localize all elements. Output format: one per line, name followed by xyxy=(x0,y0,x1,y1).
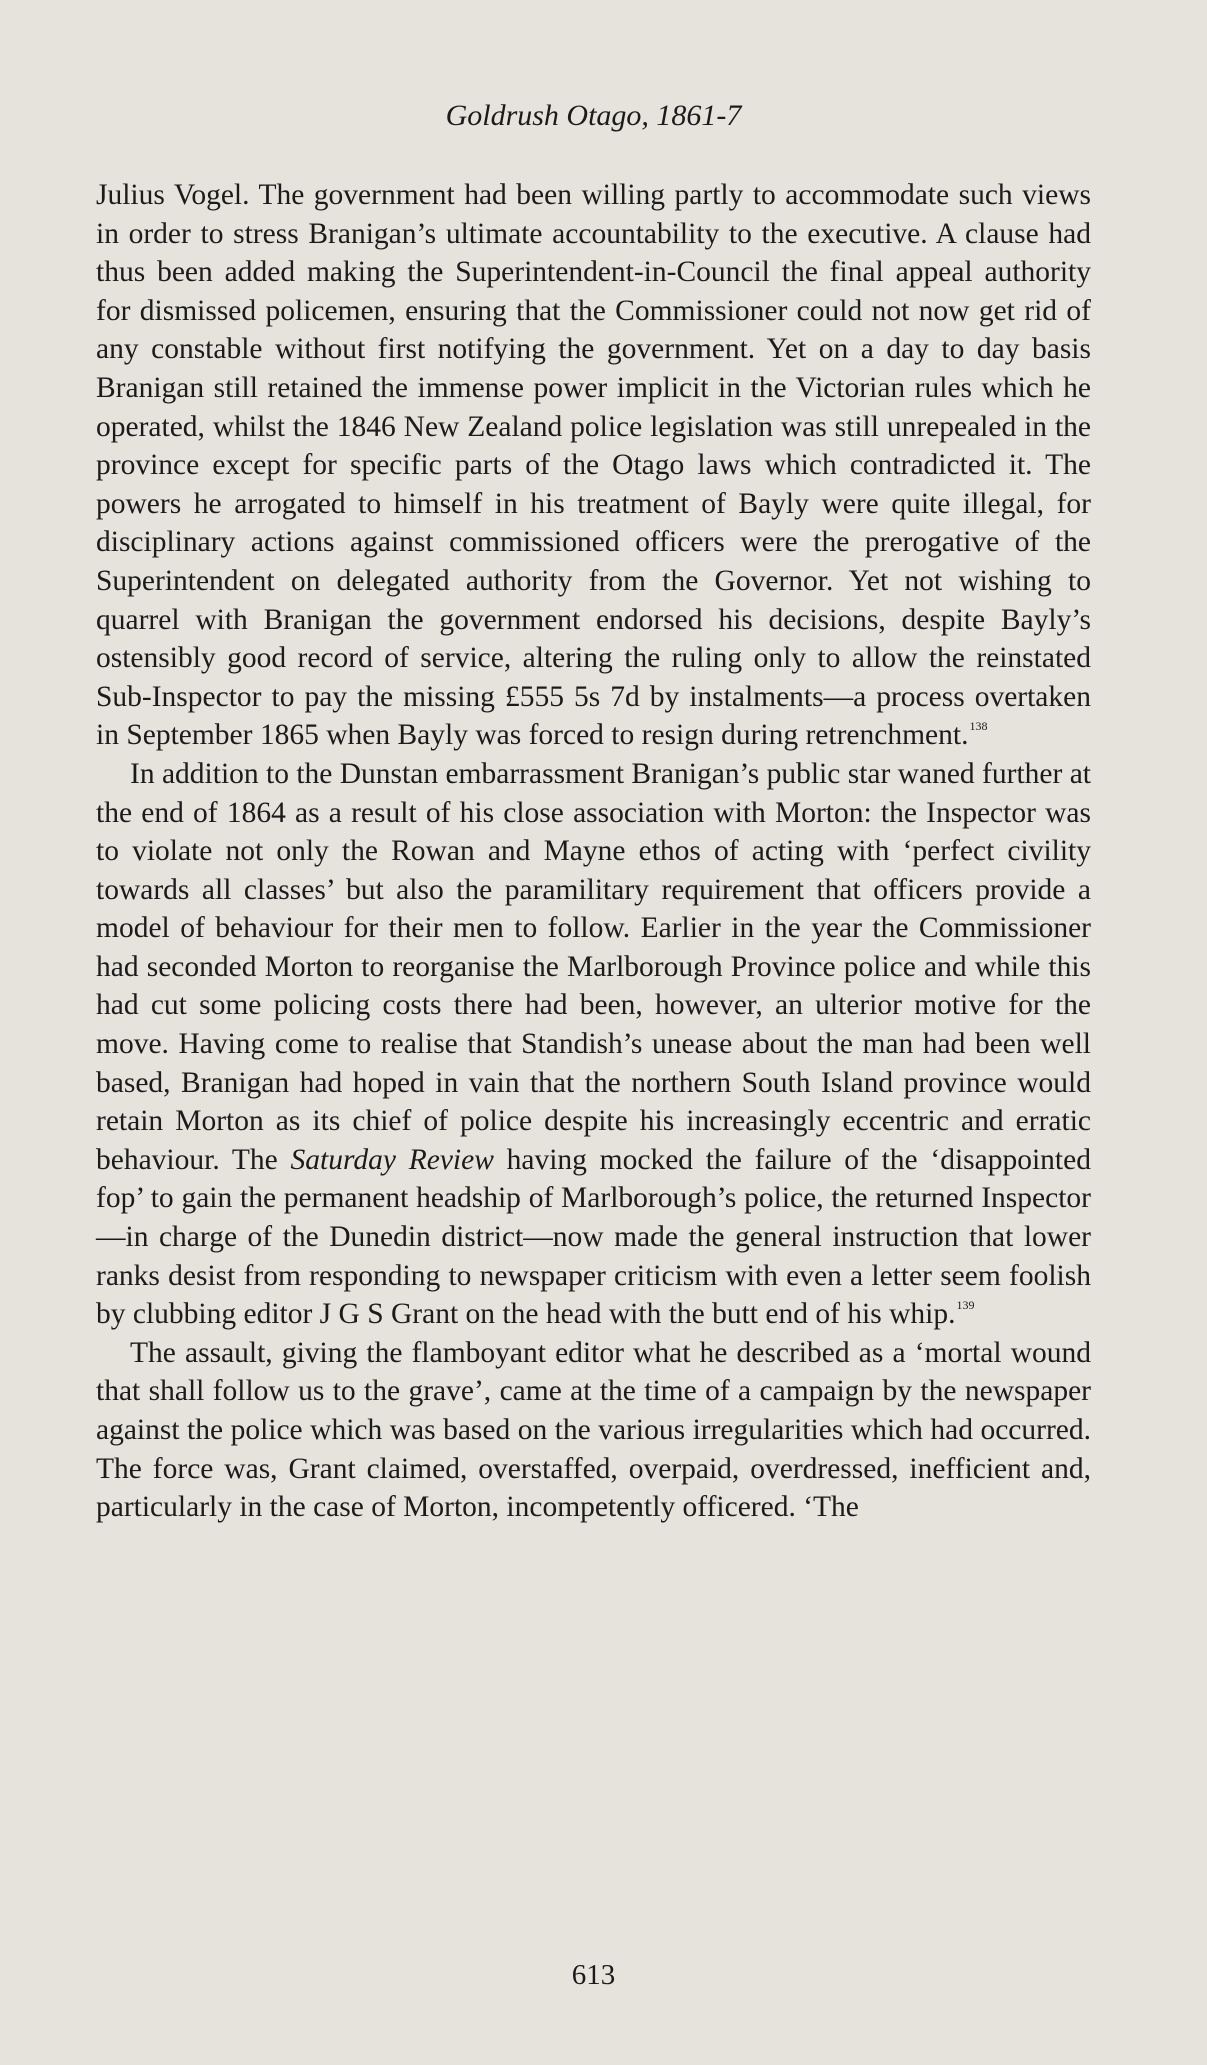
paragraph xyxy=(96,755,1091,1334)
paragraph-text: having mocked the failure of the ‘disappointed fop’ to gain the permanent headship of Marlborough’s police, the returned Inspector—in charge of the Dunedin district—now made the general instruction that lower ranks desist from responding to newspaper criticism with even a letter seem foolish by clubbing editor J G S Grant on the head with the butt end of his whip. xyxy=(96,1143,1091,1331)
paragraph xyxy=(96,1334,1091,1527)
footnote-reference: 139 xyxy=(956,1298,975,1313)
body-text xyxy=(96,176,1091,1527)
paragraph xyxy=(96,176,1091,755)
running-head: Goldrush Otago, 1861-7 xyxy=(445,99,742,132)
paragraph-text: The assault, giving the flamboyant editor what he described as a ‘mortal wound that shall follow us to the grave’, came at the time of a campaign by the newspaper against the police which was based on the various irregularities which had occurred. The force was, Grant claimed, overstaffed, overpaid, overdressed, inefficient and, particularly in the case of Morton, incompetently officered. ‘The xyxy=(96,1336,1091,1524)
book-page xyxy=(96,0,1091,2065)
paragraph-text: Julius Vogel. The government had been willing partly to accommodate such views in order to stress Branigan’s ultimate accountability to the executive. A clause had thus been added making the Superintendent-in-Council the final appeal authority for dismissed policemen, ensuring that the Commissioner could not now get rid of any constable without first notifying the government. Yet on a day to day basis Branigan still retained the immense power implicit in the Victorian rules which he operated, whilst the 1846 New Zealand police legislation was still unrepealed in the province except for specific parts of the Otago laws which contradicted it. The powers he arrogated to himself in his treatment of Bayly were quite illegal, for disciplinary actions against commissioned officers were the prerogative of the Superintendent on delegated authority from the Governor. Yet not wishing to quarrel with Branigan the government endorsed his decisions, despite Bayly’s ostensibly good record of service, altering the ruling only to allow the reinstated Sub-Inspector to pay the missing £555 5s 7d by instalments—a process overtaken in September 1865 when Bayly was forced to resign during retrenchment. xyxy=(96,179,1091,752)
periodical-title: Saturday Review xyxy=(290,1143,494,1176)
paragraph-text: In addition to the Dunstan embarrassment Branigan’s public star waned further at the end of 1864 as a result of his close association with Morton: the Inspector was to violate not only the Rowan and Mayne ethos of acting with ‘perfect civility towards all classes’ but also the paramilitary requirement that officers provide a model of behaviour for their men to follow. Earlier in the year the Commissioner had seconded Morton to reorganise the Marlborough Province police and while this had cut some policing costs there had been, however, an ulterior motive for the move. Having come to realise that Standish’s unease about the man had been well based, Branigan had hoped in vain that the northern South Island province would retain Morton as its chief of police despite his increasingly eccentric and erratic behaviour. The xyxy=(96,757,1091,1176)
page-number: 613 xyxy=(571,1959,616,1991)
footnote-reference: 138 xyxy=(969,719,988,734)
